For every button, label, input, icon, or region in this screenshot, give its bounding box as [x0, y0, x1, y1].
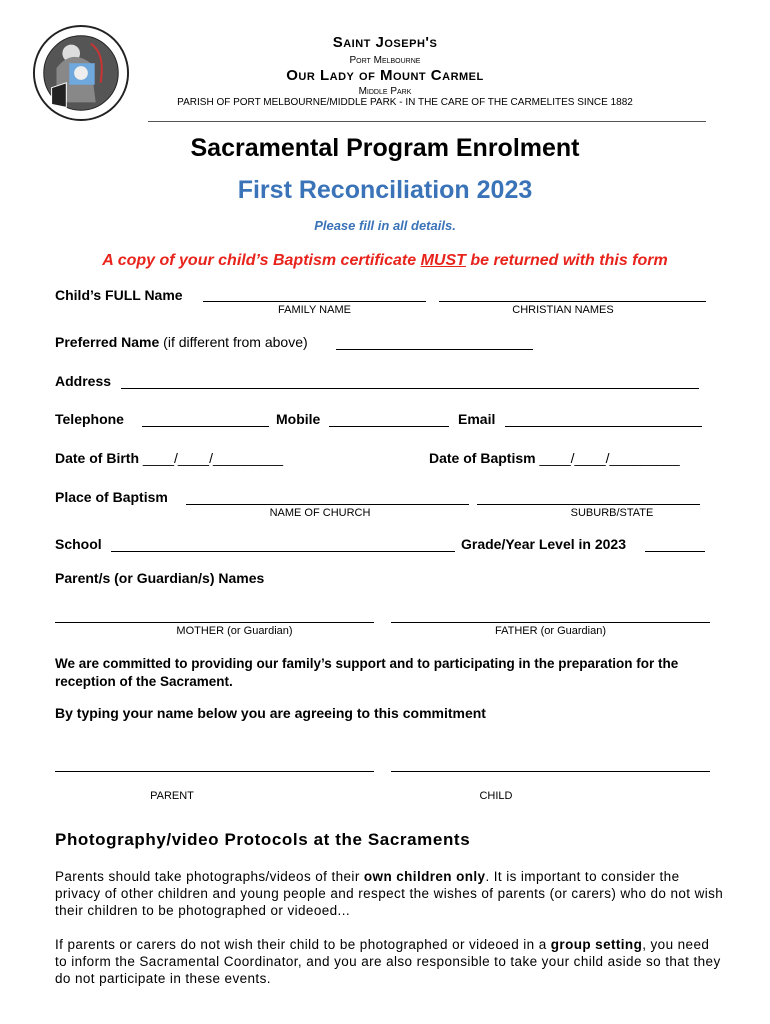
- address-label: Address: [55, 373, 112, 389]
- baptism-date-text: Date of Baptism: [429, 450, 536, 466]
- child-caption: CHILD: [479, 790, 513, 802]
- dob-label: [55, 450, 283, 466]
- grade-label: Grade/Year Level in 2023: [461, 536, 626, 552]
- preferred-name-note: (if different from above): [163, 334, 308, 350]
- parish-name-st-joseph: Saint Joseph's: [332, 34, 438, 51]
- parish-location-middle-park: Middle Park: [358, 86, 412, 97]
- suburb-state-caption: SUBURB/STATE: [570, 507, 654, 519]
- parent-signature-field[interactable]: [55, 771, 374, 772]
- mother-caption: MOTHER (or Guardian): [176, 625, 293, 637]
- header-divider: [148, 121, 706, 122]
- suburb-state-field[interactable]: [477, 504, 700, 505]
- parents-label: Parent/s (or Guardian/s) Names: [55, 570, 265, 586]
- telephone-field[interactable]: [142, 426, 269, 427]
- photo-protocol-paragraph-1: [55, 868, 725, 919]
- baptism-date-field[interactable]: ____/____/_________: [539, 450, 680, 466]
- agreement-statement: By typing your name below you are agreeing to this commitment: [55, 705, 486, 721]
- place-baptism-label: Place of Baptism: [55, 489, 168, 505]
- father-caption: FATHER (or Guardian): [494, 625, 607, 637]
- child-signature-field[interactable]: [391, 771, 710, 772]
- p2-text-a: If parents or carers do not wish their child to be photographed or videoed in a: [55, 937, 551, 952]
- grade-field[interactable]: [645, 551, 705, 552]
- photo-protocol-heading: Photography/video Protocols at the Sacraments: [55, 830, 471, 849]
- page-subtitle: First Reconciliation 2023: [237, 176, 533, 204]
- warning-emphasis: MUST: [420, 252, 466, 269]
- parish-tagline: PARISH OF PORT MELBOURNE/MIDDLE PARK - IN THE CARE OF THE CARMELITES SINCE 1882: [177, 97, 633, 108]
- instruction-text: Please fill in all details.: [314, 218, 456, 233]
- p2-emphasis: group setting: [550, 937, 643, 952]
- father-name-field[interactable]: [391, 622, 710, 623]
- mobile-label: Mobile: [276, 411, 321, 427]
- p1-emphasis: own children only: [363, 869, 486, 884]
- commitment-statement: We are committed to providing our family’s support and to participating in the preparation for the reception of the Sacrament.: [55, 656, 679, 689]
- christian-names-caption: CHRISTIAN NAMES: [512, 304, 614, 316]
- parish-name-mount-carmel: Our Lady of Mount Carmel: [286, 67, 484, 84]
- preferred-name-field[interactable]: [336, 349, 533, 350]
- telephone-label: Telephone: [55, 411, 124, 427]
- school-label: School: [55, 536, 102, 552]
- p2-text-c: , you need to inform the Sacramental Coordinator, and you are also responsible to take your child aside so that they do not participate in these events.: [55, 937, 721, 986]
- dob-field[interactable]: ____/____/_________: [142, 450, 284, 466]
- mother-name-field[interactable]: [55, 622, 374, 623]
- parish-location-port-melbourne: Port Melbourne: [349, 55, 421, 66]
- email-field[interactable]: [505, 426, 702, 427]
- parent-caption: PARENT: [150, 790, 194, 802]
- warning-text-after: be returned with this form: [465, 252, 668, 269]
- page-title: Sacramental Program Enrolment: [190, 134, 580, 162]
- baptism-warning: [0, 252, 770, 270]
- photo-protocol-paragraph-2: [55, 936, 725, 987]
- preferred-name-label: [55, 334, 308, 350]
- child-name-label: Child’s FULL Name: [55, 287, 183, 303]
- baptism-date-label: [429, 450, 680, 466]
- mobile-field[interactable]: [329, 426, 449, 427]
- email-label: Email: [458, 411, 496, 427]
- school-field[interactable]: [111, 551, 455, 552]
- dob-text: Date of Birth: [55, 450, 139, 466]
- warning-text-before: A copy of your child’s Baptism certificate: [102, 252, 421, 269]
- family-name-caption: FAMILY NAME: [278, 304, 351, 316]
- preferred-name-text: Preferred Name: [55, 334, 160, 350]
- address-field[interactable]: [121, 388, 699, 389]
- church-name-field[interactable]: [186, 504, 469, 505]
- p1-text-c: . It is important to consider the privacy of other children and young people and respect the wishes of parents (or carers) who do not wish their children to be photographed or videoed...: [55, 869, 724, 918]
- p1-text-a: Parents should take photographs/videos of their: [55, 869, 364, 884]
- family-name-field[interactable]: [203, 301, 426, 302]
- church-name-caption: NAME OF CHURCH: [269, 507, 371, 519]
- christian-names-field[interactable]: [439, 301, 706, 302]
